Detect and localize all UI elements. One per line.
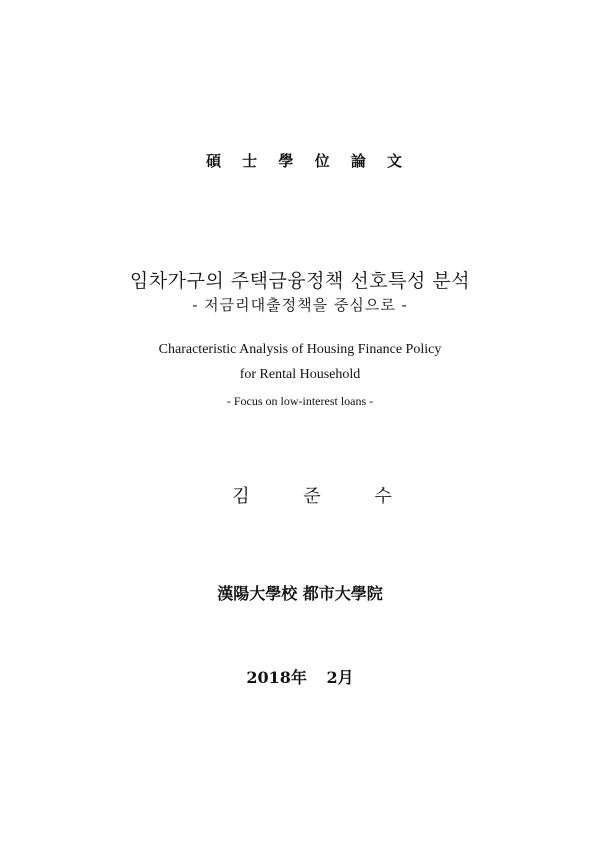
submission-date: 2018年 2月 <box>246 668 354 687</box>
thesis-title-english-line2: for Rental Household <box>239 367 361 382</box>
thesis-title-english-line1: Characteristic Analysis of Housing Finance Policy <box>158 342 442 357</box>
author-name: 김 준 수 <box>232 486 416 507</box>
degree-heading: 碩 士 學 位 論 文 <box>205 152 411 170</box>
institution-name: 漢陽大學校 都市大學院 <box>217 584 383 603</box>
thesis-subtitle-english: - Focus on low-interest loans - <box>226 394 374 408</box>
thesis-subtitle-korean: - 저금리대출정책을 중심으로 - <box>192 296 408 314</box>
thesis-title-korean: 임차가구의 주택금융정책 선호특성 분석 <box>129 270 471 292</box>
